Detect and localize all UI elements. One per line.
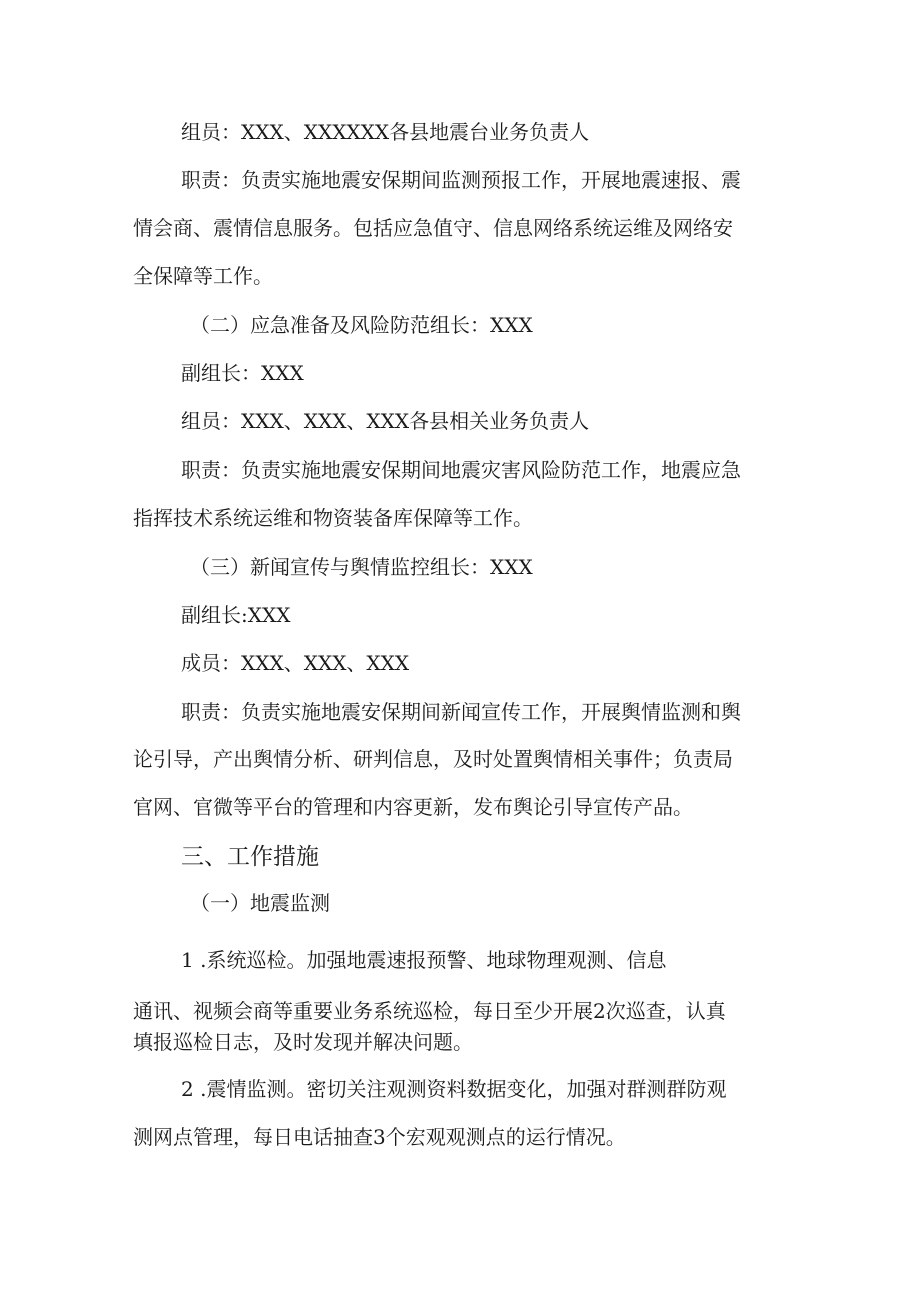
item-1-line-c: 填报巡检日志，及时发现并解决问题。 xyxy=(133,1030,473,1054)
item-1-line-a: 1 .系统巡检。加强地震速报预警、地球物理观测、信息 xyxy=(181,948,667,972)
duty-line-2b: 指挥技术系统运维和物资装备库保障等工作。 xyxy=(133,506,533,530)
duty-line-3a: 职责：负责实施地震安保期间新闻宣传工作，开展舆情监测和舆 xyxy=(181,700,741,724)
group-2-title: （二）应急准备及风险防范组长：XXX xyxy=(190,313,533,337)
duty-line-3b: 论引导，产出舆情分析、研判信息，及时处置舆情相关事件；负责局 xyxy=(133,747,733,771)
duty-line-1c: 全保障等工作。 xyxy=(133,264,273,288)
vice-leader-2: 副组长：XXX xyxy=(181,361,304,385)
duty-line-2a: 职责：负责实施地震安保期间地震灾害风险防范工作，地震应急 xyxy=(181,458,741,482)
item-1-line-b: 通讯、视频会商等重要业务系统巡检，每日至少开展2次巡查，认真 xyxy=(133,999,726,1023)
section-heading: 三、工作措施 xyxy=(181,844,319,870)
vice-leader-3: 副组长:XXX xyxy=(181,603,291,627)
member-line-2: 组员：XXX、XXX、XXX各县相关业务负责人 xyxy=(181,409,590,433)
duty-line-3c: 官网、官微等平台的管理和内容更新，发布舆论引导宣传产品。 xyxy=(133,795,693,819)
group-3-title: （三）新闻宣传与舆情监控组长：XXX xyxy=(190,555,533,579)
item-2-line-a: 2 .震情监测。密切关注观测资料数据变化，加强对群测群防观 xyxy=(181,1077,727,1101)
member-line-3: 成员：XXX、XXX、XXX xyxy=(181,651,410,675)
subsection-heading: （一）地震监测 xyxy=(190,891,330,915)
member-line-1: 组员：XXX、XXXXXX各县地震台业务负责人 xyxy=(181,120,590,144)
duty-line-1b: 情会商、震情信息服务。包括应急值守、信息网络系统运维及网络安 xyxy=(133,216,733,240)
duty-line-1a: 职责：负责实施地震安保期间监测预报工作，开展地震速报、震 xyxy=(181,168,741,192)
item-2-line-b: 测网点管理，每日电话抽查3个宏观观测点的运行情况。 xyxy=(133,1125,626,1149)
